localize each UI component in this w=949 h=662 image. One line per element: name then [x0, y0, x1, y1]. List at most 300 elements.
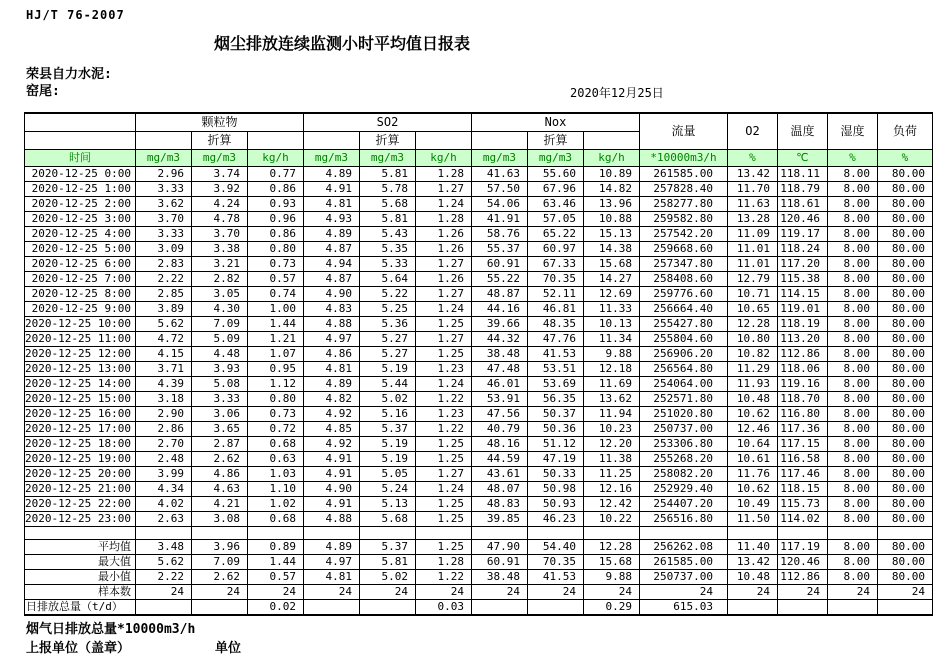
table-row	[25, 271, 933, 286]
value-cell: 3.93	[191, 361, 247, 376]
table-row	[25, 166, 933, 181]
value-cell: 58.76	[471, 226, 527, 241]
table-row	[25, 511, 933, 526]
value-cell: 57.05	[527, 211, 583, 226]
value-cell: 5.62	[135, 554, 191, 569]
empty-header-cell	[25, 131, 136, 149]
value-cell: 8.00	[827, 496, 877, 511]
value-cell: 2.86	[135, 421, 191, 436]
value-cell: 65.22	[527, 226, 583, 241]
unit-cell: mg/m3	[191, 149, 247, 166]
value-cell: 251020.80	[639, 406, 727, 421]
empty-header-cell	[303, 131, 359, 149]
table-row	[25, 196, 933, 211]
sum-label-cell: 最大值	[25, 554, 136, 569]
value-cell: 11.29	[727, 361, 777, 376]
value-cell: 4.63	[191, 481, 247, 496]
summary-row	[25, 554, 933, 569]
value-cell: 38.48	[471, 569, 527, 584]
value-cell	[247, 526, 303, 539]
value-cell: 3.70	[191, 226, 247, 241]
time-cell: 2020-12-25 8:00	[25, 286, 136, 301]
empty-header-cell	[135, 131, 191, 149]
value-cell: 3.70	[135, 211, 191, 226]
table-row	[25, 226, 933, 241]
value-cell: 1.27	[415, 181, 471, 196]
value-cell: 117.15	[777, 436, 827, 451]
time-cell: 2020-12-25 19:00	[25, 451, 136, 466]
unit-label: 单位	[215, 641, 242, 656]
value-cell: 5.19	[359, 361, 415, 376]
value-cell: 261585.00	[639, 166, 727, 181]
value-cell: 119.16	[777, 376, 827, 391]
value-cell: 118.70	[777, 391, 827, 406]
value-cell: 8.00	[827, 286, 877, 301]
unit-cell: %	[727, 149, 777, 166]
value-cell: 1.12	[247, 376, 303, 391]
value-cell: 114.02	[777, 511, 827, 526]
value-cell: 8.00	[827, 166, 877, 181]
value-cell: 10.62	[727, 481, 777, 496]
value-cell: 10.80	[727, 331, 777, 346]
value-cell: 0.80	[247, 391, 303, 406]
value-cell	[727, 526, 777, 539]
value-cell: 8.00	[827, 361, 877, 376]
report-table	[24, 112, 933, 616]
value-cell: 113.20	[777, 331, 827, 346]
table-body	[25, 166, 933, 615]
value-cell: 80.00	[877, 376, 932, 391]
value-cell: 0.73	[247, 406, 303, 421]
value-cell	[777, 526, 827, 539]
value-cell: 4.48	[191, 346, 247, 361]
value-cell: 11.40	[727, 539, 777, 554]
value-cell: 50.36	[527, 421, 583, 436]
value-cell: 1.25	[415, 496, 471, 511]
value-cell: 5.19	[359, 436, 415, 451]
value-cell: 47.76	[527, 331, 583, 346]
table-row	[25, 256, 933, 271]
time-cell	[25, 526, 136, 539]
value-cell: 3.38	[191, 241, 247, 256]
value-cell: 8.00	[827, 256, 877, 271]
value-cell: 1.27	[415, 286, 471, 301]
value-cell: 4.91	[303, 181, 359, 196]
value-cell: 258277.80	[639, 196, 727, 211]
value-cell: 4.86	[303, 346, 359, 361]
value-cell: 24	[191, 584, 247, 599]
value-cell: 48.83	[471, 496, 527, 511]
value-cell: 1.25	[415, 316, 471, 331]
time-cell: 2020-12-25 4:00	[25, 226, 136, 241]
value-cell: 116.58	[777, 451, 827, 466]
value-cell: 117.46	[777, 466, 827, 481]
value-cell: 50.33	[527, 466, 583, 481]
value-cell: 8.00	[827, 301, 877, 316]
value-cell: 1.22	[415, 391, 471, 406]
value-cell: 8.00	[827, 569, 877, 584]
value-cell: 80.00	[877, 569, 932, 584]
group-so2: SO2	[303, 113, 471, 131]
value-cell: 80.00	[877, 481, 932, 496]
value-cell: 13.96	[583, 196, 639, 211]
sum-label-cell: 样本数	[25, 584, 136, 599]
time-cell: 2020-12-25 2:00	[25, 196, 136, 211]
value-cell: 63.46	[527, 196, 583, 211]
value-cell: 70.35	[527, 271, 583, 286]
value-cell: 1.22	[415, 569, 471, 584]
value-cell: 5.33	[359, 256, 415, 271]
value-cell: 8.00	[827, 196, 877, 211]
value-cell: 119.17	[777, 226, 827, 241]
value-cell: 4.97	[303, 554, 359, 569]
value-cell: 10.62	[727, 406, 777, 421]
header-time: 时间	[25, 149, 136, 166]
value-cell: 12.46	[727, 421, 777, 436]
value-cell: 11.34	[583, 331, 639, 346]
value-cell: 4.93	[303, 211, 359, 226]
value-cell: 1.24	[415, 376, 471, 391]
value-cell: 5.81	[359, 554, 415, 569]
value-cell: 615.03	[639, 599, 727, 615]
header-o2: O2	[727, 113, 777, 149]
value-cell: 24	[639, 584, 727, 599]
value-cell: 5.44	[359, 376, 415, 391]
value-cell: 44.32	[471, 331, 527, 346]
table-row	[25, 301, 933, 316]
value-cell: 80.00	[877, 421, 932, 436]
value-cell: 116.80	[777, 406, 827, 421]
value-cell: 47.56	[471, 406, 527, 421]
table-row	[25, 316, 933, 331]
value-cell: 4.89	[303, 226, 359, 241]
value-cell: 2.63	[135, 511, 191, 526]
time-cell: 2020-12-25 0:00	[25, 166, 136, 181]
value-cell: 47.48	[471, 361, 527, 376]
value-cell: 5.08	[191, 376, 247, 391]
value-cell: 12.28	[727, 316, 777, 331]
value-cell: 80.00	[877, 256, 932, 271]
value-cell: 13.62	[583, 391, 639, 406]
value-cell: 252571.80	[639, 391, 727, 406]
value-cell: 41.91	[471, 211, 527, 226]
value-cell: 1.25	[415, 451, 471, 466]
value-cell	[777, 599, 827, 615]
table-row	[25, 496, 933, 511]
value-cell: 54.06	[471, 196, 527, 211]
value-cell: 1.27	[415, 331, 471, 346]
value-cell: 0.63	[247, 451, 303, 466]
flow-total-note: 烟气日排放总量*10000m3/h	[26, 622, 196, 637]
value-cell: 5.68	[359, 196, 415, 211]
unit-cell: mg/m3	[135, 149, 191, 166]
value-cell: 10.13	[583, 316, 639, 331]
value-cell: 5.19	[359, 451, 415, 466]
value-cell: 118.79	[777, 181, 827, 196]
value-cell: 5.81	[359, 211, 415, 226]
unit-cell: kg/h	[583, 149, 639, 166]
value-cell: 117.19	[777, 539, 827, 554]
value-cell: 0.57	[247, 569, 303, 584]
value-cell: 10.48	[727, 569, 777, 584]
table-row	[25, 346, 933, 361]
value-cell: 1.03	[247, 466, 303, 481]
value-cell: 0.03	[415, 599, 471, 615]
value-cell: 24	[303, 584, 359, 599]
value-cell: 1.44	[247, 316, 303, 331]
value-cell: 80.00	[877, 436, 932, 451]
value-cell: 0.72	[247, 421, 303, 436]
empty-header-cell	[25, 113, 136, 131]
value-cell: 10.61	[727, 451, 777, 466]
value-cell: 44.59	[471, 451, 527, 466]
time-cell: 2020-12-25 13:00	[25, 361, 136, 376]
value-cell: 3.33	[135, 181, 191, 196]
time-cell: 2020-12-25 14:00	[25, 376, 136, 391]
value-cell	[191, 599, 247, 615]
summary-row	[25, 539, 933, 554]
value-cell: 112.86	[777, 346, 827, 361]
value-cell: 80.00	[877, 511, 932, 526]
value-cell: 24	[415, 584, 471, 599]
value-cell: 70.35	[527, 554, 583, 569]
value-cell: 80.00	[877, 301, 932, 316]
value-cell: 3.62	[135, 196, 191, 211]
time-cell: 2020-12-25 18:00	[25, 436, 136, 451]
value-cell: 119.01	[777, 301, 827, 316]
spacer-row	[25, 526, 933, 539]
value-cell: 1.24	[415, 196, 471, 211]
time-cell: 2020-12-25 12:00	[25, 346, 136, 361]
unit-cell: *10000m3/h	[639, 149, 727, 166]
value-cell: 252929.40	[639, 481, 727, 496]
value-cell: 24	[471, 584, 527, 599]
value-cell: 3.33	[135, 226, 191, 241]
value-cell: 80.00	[877, 406, 932, 421]
value-cell	[191, 526, 247, 539]
value-cell: 55.37	[471, 241, 527, 256]
unit-cell: mg/m3	[527, 149, 583, 166]
value-cell: 4.82	[303, 391, 359, 406]
header-temperature: 温度	[777, 113, 827, 149]
value-cell: 4.88	[303, 511, 359, 526]
value-cell: 254064.00	[639, 376, 727, 391]
header-converted-so2: 折算	[359, 131, 415, 149]
time-cell: 2020-12-25 3:00	[25, 211, 136, 226]
value-cell: 4.81	[303, 196, 359, 211]
value-cell: 1.27	[415, 466, 471, 481]
value-cell: 118.11	[777, 166, 827, 181]
value-cell: 43.61	[471, 466, 527, 481]
value-cell: 1.22	[415, 421, 471, 436]
value-cell: 41.63	[471, 166, 527, 181]
value-cell: 60.97	[527, 241, 583, 256]
value-cell: 38.48	[471, 346, 527, 361]
report-date: 2020年12月25日	[570, 86, 664, 100]
value-cell: 4.86	[191, 466, 247, 481]
value-cell: 10.49	[727, 496, 777, 511]
value-cell: 8.00	[827, 331, 877, 346]
value-cell	[827, 599, 877, 615]
value-cell: 5.78	[359, 181, 415, 196]
value-cell: 39.85	[471, 511, 527, 526]
value-cell: 4.72	[135, 331, 191, 346]
value-cell: 12.16	[583, 481, 639, 496]
value-cell: 4.24	[191, 196, 247, 211]
value-cell: 9.88	[583, 346, 639, 361]
value-cell: 0.68	[247, 436, 303, 451]
value-cell: 5.64	[359, 271, 415, 286]
value-cell: 8.00	[827, 511, 877, 526]
value-cell: 0.73	[247, 256, 303, 271]
value-cell: 67.33	[527, 256, 583, 271]
value-cell: 15.68	[583, 256, 639, 271]
value-cell: 10.88	[583, 211, 639, 226]
value-cell: 2.90	[135, 406, 191, 421]
value-cell: 3.99	[135, 466, 191, 481]
header-humidity: 湿度	[827, 113, 877, 149]
value-cell: 55.60	[527, 166, 583, 181]
value-cell: 115.73	[777, 496, 827, 511]
value-cell: 0.93	[247, 196, 303, 211]
value-cell: 8.00	[827, 241, 877, 256]
value-cell: 8.00	[827, 181, 877, 196]
value-cell: 254407.20	[639, 496, 727, 511]
value-cell: 112.86	[777, 569, 827, 584]
value-cell: 11.25	[583, 466, 639, 481]
value-cell: 117.36	[777, 421, 827, 436]
value-cell: 0.86	[247, 181, 303, 196]
value-cell: 256664.40	[639, 301, 727, 316]
value-cell: 50.93	[527, 496, 583, 511]
value-cell: 1.02	[247, 496, 303, 511]
value-cell: 1.26	[415, 241, 471, 256]
value-cell: 44.16	[471, 301, 527, 316]
value-cell: 5.36	[359, 316, 415, 331]
value-cell: 0.96	[247, 211, 303, 226]
value-cell: 3.05	[191, 286, 247, 301]
value-cell: 4.30	[191, 301, 247, 316]
value-cell: 11.01	[727, 256, 777, 271]
value-cell: 253306.80	[639, 436, 727, 451]
value-cell: 50.98	[527, 481, 583, 496]
value-cell: 80.00	[877, 466, 932, 481]
time-cell: 2020-12-25 1:00	[25, 181, 136, 196]
table-row	[25, 406, 933, 421]
value-cell: 8.00	[827, 391, 877, 406]
value-cell: 5.43	[359, 226, 415, 241]
unit-cell: %	[877, 149, 932, 166]
summary-row	[25, 569, 933, 584]
header-flow: 流量	[639, 113, 727, 149]
value-cell: 67.96	[527, 181, 583, 196]
value-cell: 4.92	[303, 436, 359, 451]
value-cell: 4.92	[303, 406, 359, 421]
value-cell: 46.81	[527, 301, 583, 316]
table-row	[25, 331, 933, 346]
value-cell: 14.82	[583, 181, 639, 196]
value-cell: 5.68	[359, 511, 415, 526]
value-cell: 3.06	[191, 406, 247, 421]
value-cell: 0.95	[247, 361, 303, 376]
value-cell	[639, 526, 727, 539]
table-row	[25, 286, 933, 301]
value-cell: 24	[359, 584, 415, 599]
value-cell: 5.62	[135, 316, 191, 331]
value-cell: 0.02	[247, 599, 303, 615]
table-row	[25, 421, 933, 436]
value-cell: 250737.00	[639, 421, 727, 436]
value-cell: 11.33	[583, 301, 639, 316]
value-cell: 259776.60	[639, 286, 727, 301]
value-cell: 52.11	[527, 286, 583, 301]
value-cell: 5.02	[359, 391, 415, 406]
value-cell: 80.00	[877, 316, 932, 331]
time-cell: 2020-12-25 23:00	[25, 511, 136, 526]
value-cell: 8.00	[827, 406, 877, 421]
value-cell: 0.74	[247, 286, 303, 301]
value-cell: 0.77	[247, 166, 303, 181]
value-cell: 7.09	[191, 316, 247, 331]
time-cell: 2020-12-25 9:00	[25, 301, 136, 316]
value-cell: 2.96	[135, 166, 191, 181]
value-cell: 257542.20	[639, 226, 727, 241]
value-cell: 0.89	[247, 539, 303, 554]
value-cell: 13.42	[727, 554, 777, 569]
value-cell	[471, 599, 527, 615]
value-cell: 0.57	[247, 271, 303, 286]
value-cell: 4.15	[135, 346, 191, 361]
summary-row	[25, 584, 933, 599]
value-cell: 3.48	[135, 539, 191, 554]
value-cell: 3.09	[135, 241, 191, 256]
value-cell: 15.13	[583, 226, 639, 241]
value-cell: 80.00	[877, 226, 932, 241]
value-cell	[527, 599, 583, 615]
value-cell: 80.00	[877, 361, 932, 376]
value-cell: 50.37	[527, 406, 583, 421]
value-cell: 5.24	[359, 481, 415, 496]
value-cell: 24	[527, 584, 583, 599]
time-cell: 2020-12-25 16:00	[25, 406, 136, 421]
table-row	[25, 436, 933, 451]
value-cell: 4.21	[191, 496, 247, 511]
value-cell: 257828.40	[639, 181, 727, 196]
value-cell: 1.28	[415, 211, 471, 226]
value-cell: 1.23	[415, 361, 471, 376]
header-load: 负荷	[877, 113, 932, 149]
value-cell: 4.81	[303, 361, 359, 376]
value-cell: 4.89	[303, 166, 359, 181]
value-cell: 48.35	[527, 316, 583, 331]
value-cell: 5.16	[359, 406, 415, 421]
value-cell: 80.00	[877, 496, 932, 511]
empty-header-cell	[471, 131, 527, 149]
value-cell: 1.28	[415, 554, 471, 569]
value-cell: 5.25	[359, 301, 415, 316]
value-cell: 5.27	[359, 346, 415, 361]
value-cell: 80.00	[877, 391, 932, 406]
value-cell: 47.19	[527, 451, 583, 466]
value-cell: 60.91	[471, 554, 527, 569]
group-nox: Nox	[471, 113, 639, 131]
value-cell: 11.69	[583, 376, 639, 391]
value-cell: 5.22	[359, 286, 415, 301]
value-cell: 258408.60	[639, 271, 727, 286]
daily-total-row	[25, 599, 933, 615]
value-cell: 5.81	[359, 166, 415, 181]
value-cell: 1.24	[415, 481, 471, 496]
